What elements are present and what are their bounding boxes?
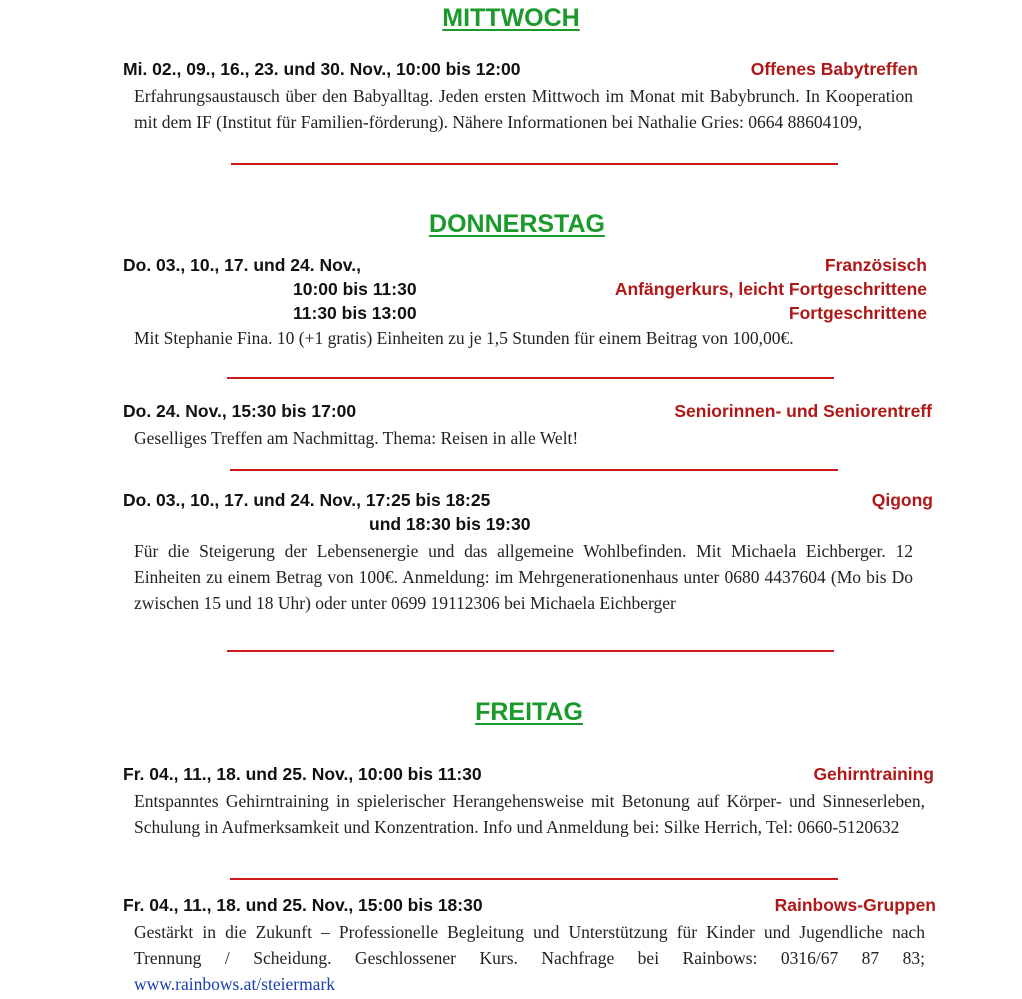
event-description-gehirntraining: Entspanntes Gehirntraining in spielerischer Herangehensweise mit Betonung auf Körper- und Sinneserleben, Schulung in Aufmerksamkeit und Konzentration. Info und Anmeldung bei: Silke Herrich, Tel: 0660-5120632 <box>134 791 925 837</box>
event-time-qigong-2: und 18:30 bis 19:30 <box>369 514 531 534</box>
event-level-franzoesisch-1: Anfängerkurs, leicht Fortgeschrittene <box>614 279 927 299</box>
event-date-babytreffen: Mi. 02., 09., 16., 23. und 30. Nov., 10:00 bis 12:00 <box>123 59 521 79</box>
event-date-rainbows: Fr. 04., 11., 18. und 25. Nov., 15:00 bis 18:30 <box>123 895 483 915</box>
event-description-babytreffen: Erfahrungsaustausch über den Babyalltag. Jeden ersten Mittwoch im Monat mit Babybrunch. In Kooperation mit dem IF (Institut für Familien-förderung). Nähere Informationen bei Nathalie Gries: 0664 88604109, <box>134 86 913 132</box>
event-level-franzoesisch-2: Fortgeschrittene <box>788 303 927 323</box>
event-time-franzoesisch-2: 11:30 bis 13:00 <box>293 303 417 323</box>
rainbows-link[interactable]: www.rainbows.at/steiermark <box>134 974 336 994</box>
heading-friday: FREITAG <box>475 698 583 726</box>
event-description-rainbows <box>134 919 925 997</box>
event-description-qigong: Für die Steigerung der Lebensenergie und das allgemeine Wohlbefinden. Mit Michaela Eichberger. 12 Einheiten zu einem Betrag von 100€. Anmeldung: im Mehrgenerationenhaus unter 0680 4437604 (Mo bis Do zwischen 15 und 18 Uhr) oder unter 0699 19112306 bei Michaela Eichberger <box>134 541 913 613</box>
divider <box>230 878 838 880</box>
divider <box>227 650 834 652</box>
event-description-franzoesisch: Mit Stephanie Fina. 10 (+1 gratis) Einheiten zu je 1,5 Stunden für einem Beitrag von 100,00€. <box>134 328 794 348</box>
event-title-gehirntraining: Gehirntraining <box>813 764 934 784</box>
event-title-qigong: Qigong <box>871 490 933 510</box>
event-description-seniorentreff: Geselliges Treffen am Nachmittag. Thema: Reisen in alle Welt! <box>134 428 579 448</box>
divider <box>231 163 838 165</box>
event-time-franzoesisch-1: 10:00 bis 11:30 <box>293 279 417 299</box>
divider <box>230 469 838 471</box>
event-date-franzoesisch: Do. 03., 10., 17. und 24. Nov., <box>123 255 361 275</box>
event-date-qigong: Do. 03., 10., 17. und 24. Nov., 17:25 bis 18:25 <box>123 490 491 510</box>
event-title-rainbows: Rainbows-Gruppen <box>774 895 936 915</box>
event-title-seniorentreff: Seniorinnen- und Seniorentreff <box>674 401 932 421</box>
event-title-babytreffen: Offenes Babytreffen <box>750 59 918 79</box>
rainbows-description-text: Gestärkt in die Zukunft – Professionelle Begleitung und Unterstützung für Kinder und Jugendliche nach Trennung / Scheidung. Geschlossener Kurs. Nachfrage bei Rainbows: 0316/67 87 83; <box>134 922 925 968</box>
event-title-franzoesisch: Französisch <box>824 255 927 275</box>
event-date-gehirntraining: Fr. 04., 11., 18. und 25. Nov., 10:00 bis 11:30 <box>123 764 482 784</box>
event-date-seniorentreff: Do. 24. Nov., 15:30 bis 17:00 <box>123 401 357 421</box>
divider <box>227 377 834 379</box>
heading-wednesday: MITTWOCH <box>442 4 580 32</box>
heading-thursday: DONNERSTAG <box>429 210 605 238</box>
